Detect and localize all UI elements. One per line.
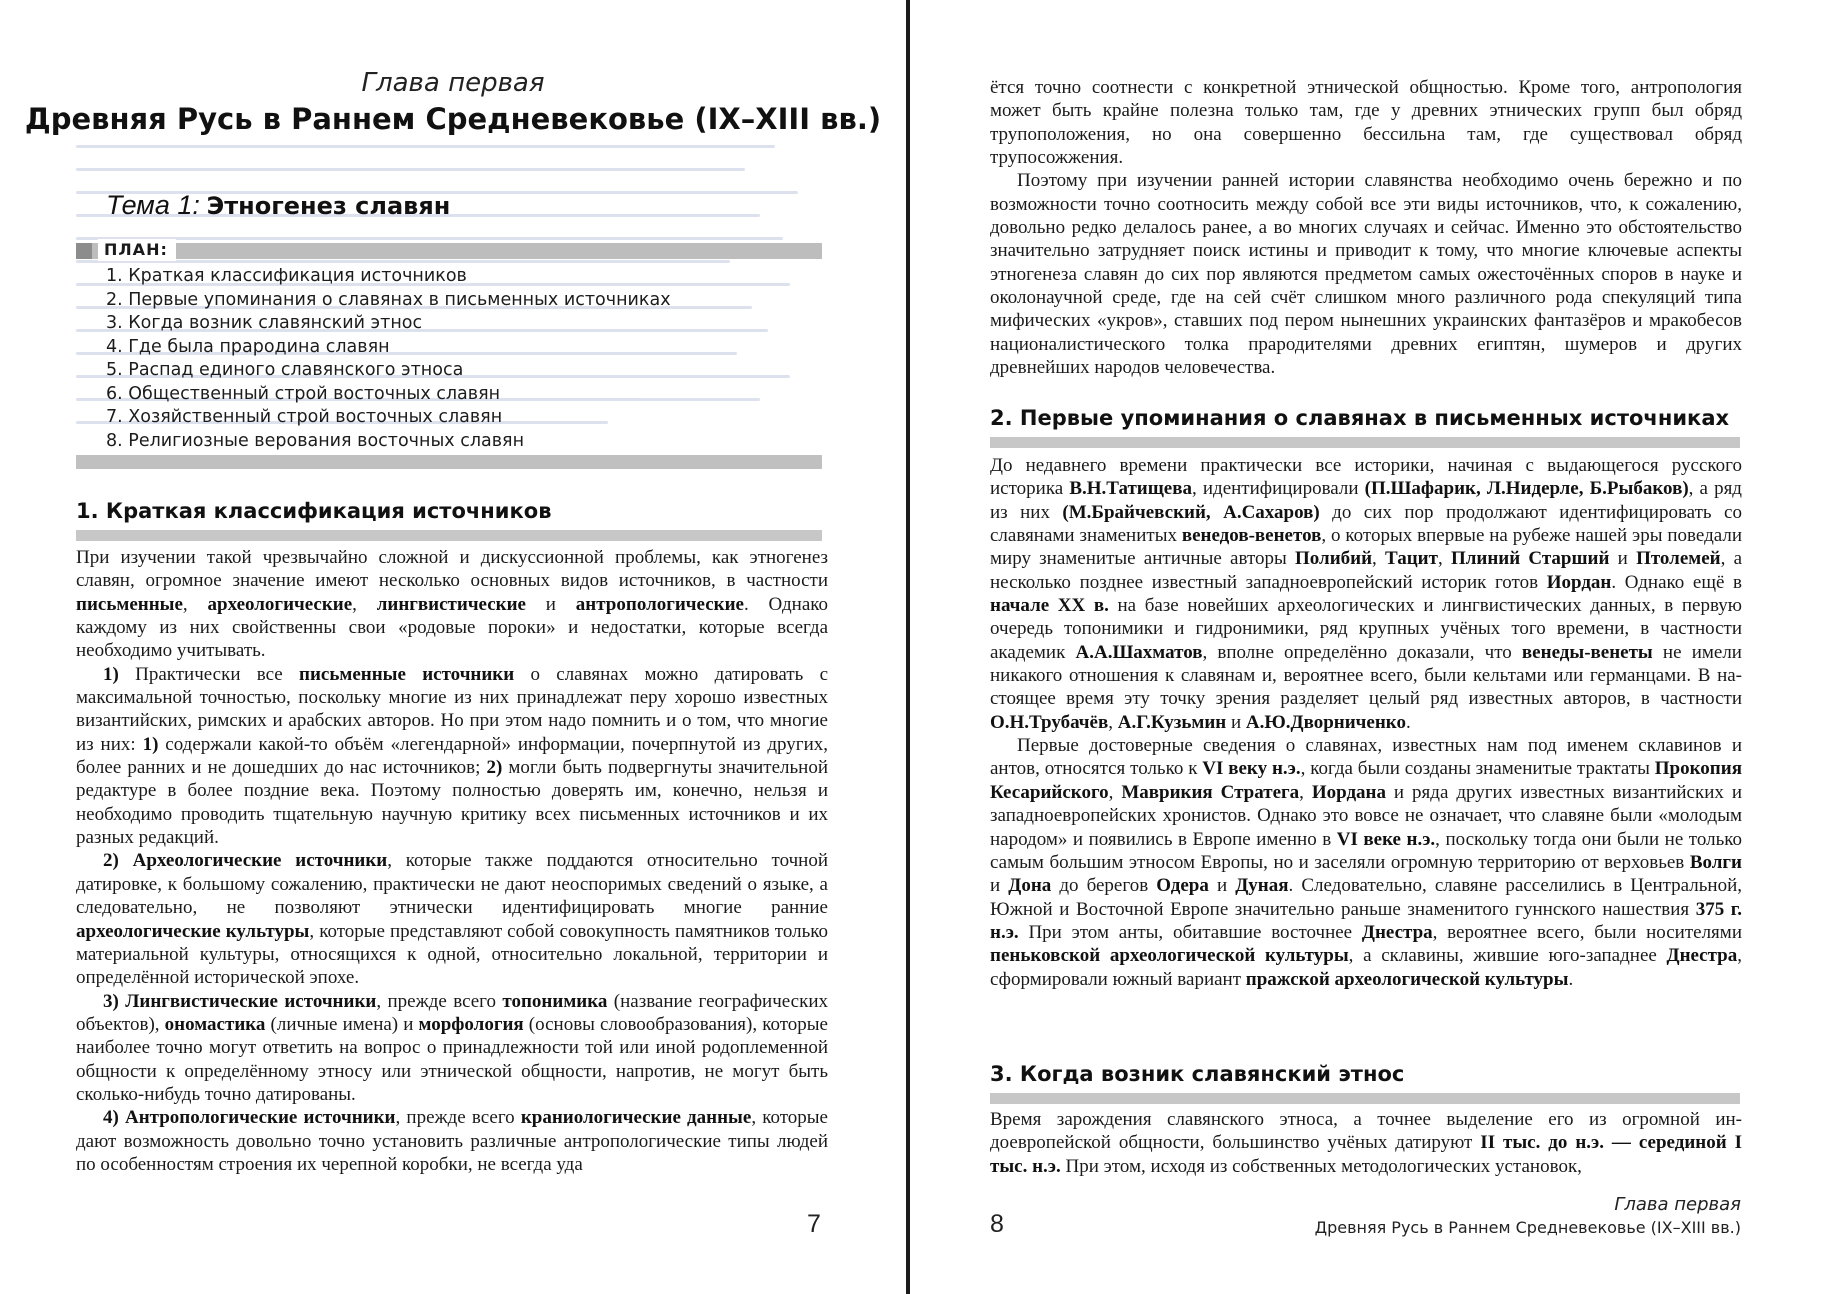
bold-term: 1)	[142, 733, 159, 755]
bold-term: Дона	[1008, 875, 1052, 897]
paragraph: ётся точно соотнести с конкретной этнической общностью. Кроме того, антропология может быть крайне полезна только там, где у древних этнических групп был обряд трупоположения, но она совершенно бессильна там, где существовал обряд трупосожжения.	[990, 77, 1742, 169]
bold-term: Полибий	[1295, 548, 1373, 570]
bold-term: 2)	[486, 757, 503, 779]
body-text	[990, 454, 1742, 991]
chapter-title: Древняя Русь в Раннем Средневековье (IX–XIII вв.)	[24, 102, 882, 136]
bold-term: Днестра	[1361, 921, 1433, 943]
bold-term: Птолемей	[1636, 548, 1721, 570]
topic-name: Этногенез славян	[206, 192, 451, 220]
plan-item: 7. Хозяйственный строй восточных славян	[106, 407, 503, 427]
bold-term: письменные	[76, 593, 183, 615]
right-page	[910, 0, 1822, 1294]
bold-term: (М.Брайчевский, А.Сахаров)	[1062, 501, 1320, 523]
paragraph: Первые достоверные сведения о славянах, известных нам под именем склавинов и антов, относятся только к VI веку н.э., когда были созданы знаменитые трактаты Прокопия Кесарийского, Маврикия Стратега, Иордана и ряда других известных византийских и западноевропейских хронистов. Однако это вовсе не означает, что славяне были «молодым народом» и появились в Европе именно в VI веке н.э., поскольку тогда они были не только самым большим этносом Европы, но и заселяли огромную территорию от верховьев Волги и Дона до берегов Одера и Дуная. Следовательно, славяне расселились в Центральной, Южной и Восточной Европе значительно раньше знаменитого гуннского нашествия 375 г. н.э. При этом анты, обитавшие восточнее Днестра, вероятнее всего, были носителями пеньковской археологической культуры, а склавины, жившие юго-западнее Днестра, сформировали южный вариант пражской археологической культуры.	[990, 735, 1742, 990]
body-text	[990, 1108, 1742, 1178]
plan-header-bar	[76, 243, 822, 259]
bold-term: письменные источники	[299, 663, 515, 685]
plan-list	[106, 265, 671, 453]
section-heading: 2. Первые упоминания о славянах в письменных источниках	[990, 406, 1730, 430]
plan-item: 6. Общественный строй восточных славян	[106, 383, 501, 404]
paragraph: При изучении такой чрезвычайно сложной и дискуссионной проблемы, как этногенез славян, огромное значение имеют несколько основных видов источников, в частности письменные, археологические, лингвистические и антропологические. Однако каждому из них свойственны свои «родовые пороки» и недостатки, которые всегда необходимо учитывать.	[76, 547, 829, 662]
bold-term: А.А.Шахматов	[1075, 641, 1203, 663]
bold-term: Прокопия Кесарийского	[990, 758, 1742, 803]
plan-footer-bar	[76, 455, 822, 469]
bold-term: А.Г.Кузьмин	[1117, 711, 1227, 733]
bold-term: антропологические	[575, 593, 744, 615]
bold-term: археологические	[207, 593, 353, 615]
bold-term: начале XX в.	[990, 595, 1109, 617]
bold-term: Дуная	[1235, 875, 1289, 897]
bold-term: О.Н.Трубачёв	[990, 711, 1109, 733]
page-number: 8	[990, 1210, 1004, 1238]
paragraph: Поэтому при изучении ранней истории славянства необходимо очень бережно и по возможности точно соотносить между собой все эти виды источников, что, к сожалению, довольно редко делалось ранее, а во многих случаях и сейчас. Именно это обстоятельство значительно затрудняет поиск истины и приводит к тому, что многие ключевые аспекты этногенеза славян до сих пор являются предметом самых ожесточённых споров в науке и околонаучной среде, где на сей счёт слишком много различного рода спекуляций типа мифических «укров», ставших под пером нынешних украинских фантазёров и мракобесов националистического толка прародителями древних египтян, шумеров и других древнейших народов человечества.	[990, 170, 1742, 379]
plan-marker	[76, 243, 92, 259]
section-heading: 3. Когда возник славянский этнос	[990, 1062, 1405, 1086]
plan-item: 8. Религиозные верования восточных славян	[106, 430, 525, 451]
bold-term: VI веке н.э.	[1336, 828, 1436, 850]
paragraph: 4) Антропологические источники, прежде всего краниологические данные, которые дают возможность довольно точно установить различные антропологические типы людей по особенностям строения их черепной коробки, не всегда уда	[76, 1107, 828, 1175]
body-text	[76, 546, 828, 1176]
bold-term: Маврикия Стратега	[1121, 781, 1300, 803]
bold-term: Днестра	[1666, 945, 1738, 967]
topic-number: Тема 1:	[106, 190, 200, 220]
paragraph: 2) Археологические источники, которые также поддаются относительно точной датировке, к большому сожалению, практически не дают неоспоримых сведений о языке, а следовательно, не позволяют этнически идентифицировать многие ранние археологические культуры, которые представляют собой совокупность памятников только материальной культуры, относящихся к одной, относительно локальной, территории и определённой исторической эпохе.	[76, 850, 829, 989]
running-footer-title: Древняя Русь в Раннем Средневековье (IX–XIII вв.)	[1314, 1218, 1741, 1237]
bold-term: пражской археологической культуры	[1245, 968, 1569, 990]
bold-term: морфология	[418, 1013, 524, 1035]
bold-term: А.Ю.Дворниченко	[1245, 711, 1406, 733]
plan-item: 5. Распад единого славянского этноса	[106, 360, 464, 380]
paragraph: Время зарождения славянского этноса, а точнее выделение его из огромной индоевропейской общности, большинство учёных датируют II тыс. до н.э. — серединой I тыс. н.э. При этом, исходя из собственных методологических установок,	[990, 1109, 1742, 1177]
bold-term: 375 г. н.э.	[990, 898, 1742, 943]
plan-item: 2. Первые упоминания о славянах в письменных источниках	[106, 289, 671, 310]
bold-term: лингвистические	[376, 593, 526, 615]
running-footer-chapter: Глава первая	[1614, 1194, 1741, 1215]
section-rule	[990, 1093, 1740, 1104]
bold-term: топонимика	[502, 990, 608, 1012]
bold-term: 2) Археологические источники	[103, 850, 388, 872]
bold-term: венеды-венеты	[1521, 641, 1653, 663]
bold-term: Волги	[1689, 851, 1742, 873]
bold-term: Тацит	[1385, 548, 1438, 570]
bold-term: Иордан	[1546, 571, 1612, 593]
bold-term: ономастика	[164, 1013, 266, 1035]
bold-term: (П.Шафарик, Л.Нидерле, Б.Рыбаков)	[1364, 478, 1689, 500]
topic-heading	[106, 190, 450, 221]
bold-term: II тыс. до н.э. — серединой I тыс. н.э.	[990, 1132, 1742, 1177]
bold-term: Плиний Старший	[1450, 548, 1610, 570]
bold-term: В.Н.Татищева	[1069, 478, 1192, 500]
section-rule	[990, 437, 1740, 448]
paragraph: 1) Практически все письменные источники о славянах можно датировать с максимальной точностью, поскольку многие из них принадлежат перу хорошо известных византийских, римских и арабских авторов. Но при этом надо помнить и о том, что многие из них: 1) содержали какой-то объём «легендарной» информации, почерпнутой из других, более ранних и не дошедших до нас источников; 2) могли быть подвергнуты значительной редактуре в более поздние века. Поэтому полностью доверять им, конечно, нельзя и необходимо проводить тщательную научную критику всех письменных источников и их разных редакций.	[76, 663, 828, 849]
bold-term: 1)	[103, 663, 119, 685]
bold-term: венедов-венетов	[1181, 525, 1322, 547]
section-heading: 1. Краткая классификация источников	[76, 499, 552, 523]
bold-term: пеньковской археологической культуры	[990, 945, 1349, 967]
bold-term: археологические культуры	[76, 920, 310, 942]
bold-term: краниологические данные	[520, 1107, 752, 1129]
bold-term: 3) Лингвистические источники	[103, 990, 377, 1012]
bold-term: VI веку н.э.	[1202, 758, 1301, 780]
plan-item: 1. Краткая классификация источников	[106, 266, 467, 286]
section-rule	[76, 530, 822, 541]
chapter-label: Глава первая	[361, 68, 545, 98]
bold-term: 4) Антропологические источники	[103, 1107, 396, 1129]
left-page	[0, 0, 906, 1294]
plan-label: ПЛАН:	[98, 239, 176, 261]
body-text	[990, 76, 1742, 379]
paragraph: До недавнего времени практически все историки, начиная с выдающегося русского историка В.Н.Татищева, идентифицировали (П.Шафарик, Л.Нидерле, Б.Рыбаков), а ряд из них (М.Брайчевский, А.Сахаров) до сих пор продолжают идентифицировать со славянами знаменитых венедов-венетов, о которых впервые на рубеже нашей эры поведали миру знаменитые античные авторы Полибий, Тацит, Плиний Старший и Птолемей, а несколько позднее известный западноевропейский историк готов Иордан. Однако ещё в начале XX в. на базе новейших археологических и лингвистических данных, в первую очередь топонимики и гидронимики, ряд крупных учёных того времени, в частности академик А.А.Шахматов, вполне определённо доказали, что венеды-венеты не имели никакого отношения к славянам и, вероятнее всего, были кельтами или германцами. В настоящее время эту точку зрения разделяет целый ряд известных авторов, в частности О.Н.Трубачёв, А.Г.Кузьмин и А.Ю.Дворниченко.	[990, 455, 1743, 733]
bold-term: Иордана	[1311, 781, 1386, 803]
plan-item: 4. Где была прародина славян	[106, 336, 390, 357]
plan-item: 3. Когда возник славянский этнос	[106, 313, 423, 333]
page-number: 7	[807, 1210, 821, 1238]
paragraph: 3) Лингвистические источники, прежде всего топонимика (название географических объектов), ономастика (личные имена) и морфология (основы словообразования), которые наиболее точно могут ответить на вопрос о принадлежности той или иной родоплеменной общности к определённому этносу или этнической общности, напротив, не могут быть сколько-нибудь точно датированы.	[76, 990, 828, 1105]
bold-term: Одера	[1156, 875, 1209, 897]
